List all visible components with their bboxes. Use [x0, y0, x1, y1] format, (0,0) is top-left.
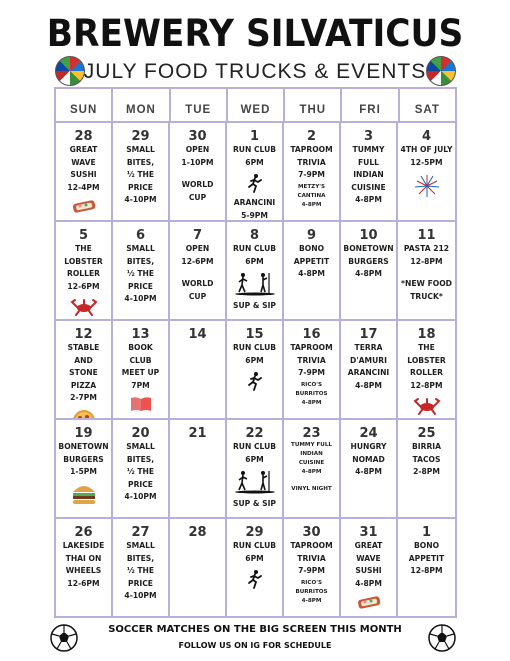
sushi-icon: [56, 198, 111, 218]
event-text: RUN CLUB 6PM: [232, 541, 277, 563]
weekday-sun: SUN: [56, 89, 113, 121]
fireworks-icon: [398, 173, 455, 203]
day-cell: [56, 321, 113, 420]
paddleboard-icon: [227, 470, 282, 498]
event-text: RUN CLUB 6PM: [232, 442, 277, 464]
footer-follow-note: FOLLOW US ON IG FOR SCHEDULE: [178, 641, 332, 650]
weekday-tue: TUE: [171, 89, 228, 121]
runner-icon: [227, 569, 282, 593]
event-text: TAPROOM TRIVIA 7-9PM: [290, 541, 333, 575]
day-cell: [341, 123, 398, 222]
page-title: BREWERY SILVATICUS: [46, 12, 464, 55]
event-text: WORLD CUP: [181, 279, 214, 301]
day-number: 25: [417, 426, 436, 441]
event-text: RUN CLUB 6PM: [232, 244, 277, 266]
day-cell: [227, 123, 284, 222]
event-text: PASTA 212 12-8PM: [403, 244, 450, 266]
book-icon: [113, 396, 168, 416]
day-number: 28: [188, 525, 207, 540]
day-cell: [341, 321, 398, 420]
day-cell: [398, 222, 455, 321]
event-subtext: RICO'S BURRITOS 4-8PM: [295, 381, 328, 406]
day-cell: [56, 519, 113, 618]
day-number: 26: [74, 525, 93, 540]
day-cell: [56, 222, 113, 321]
day-number: 7: [192, 228, 203, 243]
event-text: LAKESIDE THAI ON WHEELS 12-6PM: [62, 541, 105, 588]
day-cell: [227, 222, 284, 321]
event-text: SMALL BITES, ½ THE PRICE 4-10PM: [124, 145, 157, 204]
event-text: BIRRIA TACOS 2-8PM: [411, 442, 441, 476]
day-number: 12: [74, 327, 93, 342]
event-text: THE LOBSTER ROLLER 12-8PM: [407, 343, 446, 390]
day-cell: [170, 123, 227, 222]
event-text: STABLE AND STONE PIZZA 2-7PM: [67, 343, 100, 402]
weekday-thu: THU: [285, 89, 342, 121]
day-number: 27: [131, 525, 150, 540]
weekday-sat: SAT: [414, 104, 440, 116]
day-cell: [284, 321, 341, 420]
day-cell: [56, 420, 113, 519]
day-cell: [398, 321, 455, 420]
day-number: 13: [131, 327, 150, 342]
day-number: 20: [131, 426, 150, 441]
event-text: TAPROOM TRIVIA 7-9PM: [290, 145, 333, 179]
day-cell: [227, 321, 284, 420]
day-number: 3: [363, 129, 374, 144]
day-number: 21: [188, 426, 207, 441]
day-number: 4: [421, 129, 432, 144]
day-cell: [341, 519, 398, 618]
day-cell: [170, 321, 227, 420]
event-text: BONETOWN BURGERS 1-5PM: [58, 442, 109, 476]
day-cell: [398, 123, 455, 222]
event-text: BOOK CLUB MEET UP 7PM: [121, 343, 160, 390]
event-text: TUMMY FULL INDIAN CUISINE 4-8PM: [351, 145, 386, 204]
runner-icon: [227, 173, 282, 197]
event-text: HUNGRY NOMAD 4-8PM: [350, 442, 387, 476]
event-text: 4TH OF JULY 12-5PM: [400, 145, 453, 167]
day-number: 15: [245, 327, 264, 342]
day-cell: [113, 222, 170, 321]
day-cell: [170, 222, 227, 321]
day-number: 11: [417, 228, 436, 243]
event-text: SUP & SIP: [233, 301, 276, 310]
event-text: BONO APPETIT 4-8PM: [293, 244, 330, 278]
day-number: 22: [245, 426, 264, 441]
event-text: RUN CLUB 6PM: [232, 343, 277, 365]
day-cell: [341, 420, 398, 519]
page-subtitle: JULY FOOD TRUCKS & EVENTS: [83, 60, 427, 83]
event-subtext: RICO'S BURRITOS 4-8PM: [295, 579, 328, 604]
weekday-wed: WED: [228, 89, 285, 121]
event-text: BONETOWN BURGERS 4-8PM: [343, 244, 394, 278]
day-number: 28: [74, 129, 93, 144]
day-number: 24: [359, 426, 378, 441]
day-cell: [398, 519, 455, 618]
calendar-grid: [56, 123, 455, 618]
day-cell: [170, 519, 227, 618]
day-number: 29: [245, 525, 264, 540]
day-number: 18: [417, 327, 436, 342]
day-number: 9: [306, 228, 317, 243]
event-text: TAPROOM TRIVIA 7-9PM: [290, 343, 333, 377]
day-cell: [227, 519, 284, 618]
lobster-icon: [398, 396, 455, 420]
day-number: 1: [249, 129, 260, 144]
day-number: 2: [306, 129, 317, 144]
day-cell: [398, 420, 455, 519]
weekday-mon: MON: [113, 89, 170, 121]
day-cell: [284, 123, 341, 222]
day-number: 5: [78, 228, 89, 243]
day-cell: [341, 222, 398, 321]
event-text: SMALL BITES, ½ THE PRICE 4-10PM: [124, 244, 157, 303]
day-cell: [284, 420, 341, 519]
day-number: 1: [421, 525, 432, 540]
event-subtext: TUMMY FULL INDIAN CUISINE 4-8PM: [291, 442, 332, 475]
event-text: OPEN 12-6PM: [181, 244, 214, 266]
event-text: OPEN 1-10PM: [181, 145, 214, 167]
day-cell: [113, 420, 170, 519]
footer-soccer-note: SOCCER MATCHES ON THE BIG SCREEN THIS MONTH: [108, 624, 402, 635]
day-number: 6: [135, 228, 146, 243]
day-cell: [56, 123, 113, 222]
day-number: 10: [359, 228, 378, 243]
event-text: SMALL BITES, ½ THE PRICE 4-10PM: [124, 541, 157, 600]
day-number: 8: [249, 228, 260, 243]
event-text: GREAT WAVE SUSHI 12-4PM: [67, 145, 100, 192]
day-number: 23: [302, 426, 321, 441]
weekday-fri: FRI: [342, 89, 399, 121]
day-cell: [113, 321, 170, 420]
burger-icon: [56, 483, 111, 509]
lobster-icon: [56, 297, 111, 321]
event-text: SMALL BITES, ½ THE PRICE 4-10PM: [124, 442, 157, 501]
day-cell: [113, 519, 170, 618]
day-cell: [227, 420, 284, 519]
event-text: BONO APPETIT 12-8PM: [408, 541, 445, 575]
pizza-icon: [56, 409, 111, 421]
day-number: 17: [359, 327, 378, 342]
event-subtext: VINYL NIGHT: [291, 486, 332, 492]
day-number: 16: [302, 327, 321, 342]
event-text: TERRA D'AMURI ARANCINI 4-8PM: [347, 343, 390, 390]
runner-icon: [227, 371, 282, 395]
flag-ball-icon: [426, 56, 456, 86]
event-text: GREAT WAVE SUSHI 4-8PM: [354, 541, 383, 588]
weekday-header-row: [56, 89, 455, 121]
event-subtext: METZY'S CANTINA 4-8PM: [297, 183, 326, 208]
event-text: WORLD CUP: [181, 180, 214, 202]
soccer-ball-icon: [428, 624, 456, 652]
day-cell: [284, 222, 341, 321]
event-text: THE LOBSTER ROLLER 12-6PM: [64, 244, 103, 291]
day-cell: [113, 123, 170, 222]
day-number: 31: [359, 525, 378, 540]
day-number: 29: [131, 129, 150, 144]
paddleboard-icon: [227, 272, 282, 300]
event-text: SUP & SIP: [233, 499, 276, 508]
day-number: 19: [74, 426, 93, 441]
day-number: 30: [188, 129, 207, 144]
day-cell: [170, 420, 227, 519]
event-text: RUN CLUB 6PM: [232, 145, 277, 167]
day-cell: [284, 519, 341, 618]
event-text: ARANCINI 5-9PM: [233, 198, 276, 220]
day-number: 30: [302, 525, 321, 540]
event-text: *NEW FOOD TRUCK*: [401, 279, 452, 301]
calendar: [54, 87, 457, 618]
sushi-icon: [341, 594, 396, 614]
day-number: 14: [188, 327, 207, 342]
